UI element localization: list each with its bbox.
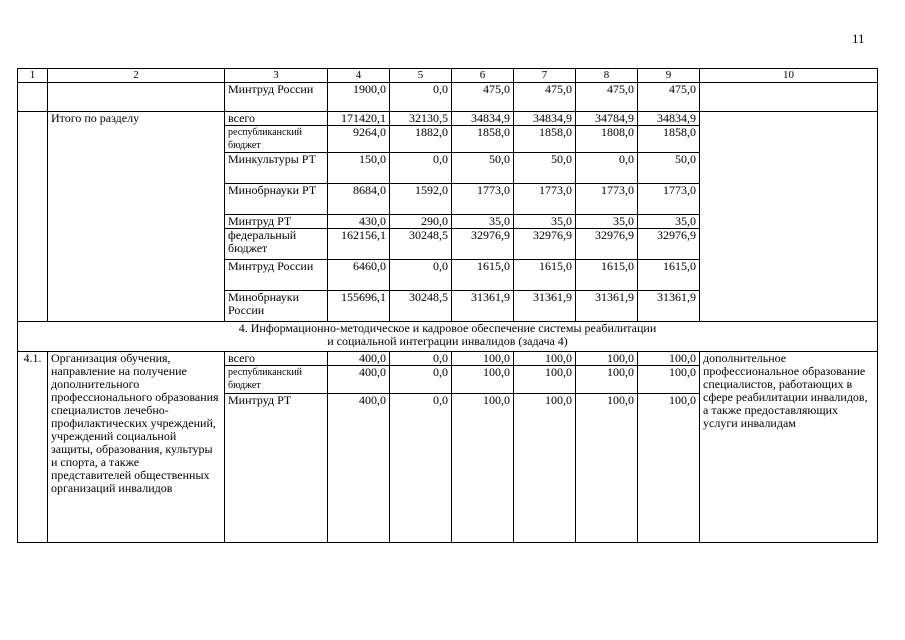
source-cell: республиканский бюджет (225, 366, 328, 394)
value-cell: 100,0 (452, 352, 514, 366)
section-title (18, 322, 878, 352)
value-cell: 32130,5 (390, 112, 452, 126)
empty-cell (18, 112, 48, 322)
column-header: 5 (390, 69, 452, 83)
value-cell: 1615,0 (452, 260, 514, 291)
value-cell: 35,0 (514, 215, 576, 229)
table-row (18, 112, 878, 126)
value-cell: 0,0 (390, 260, 452, 291)
empty-cell (48, 83, 225, 112)
value-cell: 155696,1 (328, 291, 390, 322)
value-cell: 1900,0 (328, 83, 390, 112)
source-cell: Минтруд России (225, 260, 328, 291)
value-cell: 0,0 (390, 153, 452, 184)
value-cell: 31361,9 (638, 291, 700, 322)
value-cell: 35,0 (638, 215, 700, 229)
item-result: дополнительное профессиональное образование специалистов, работающих в сфере реабилитации инвалидов, а также предоставляющих услуги инвалидам (700, 352, 878, 543)
value-cell: 400,0 (328, 366, 390, 394)
empty-cell (18, 83, 48, 112)
value-cell: 400,0 (328, 394, 390, 543)
section-total-label: Итого по разделу (48, 112, 225, 322)
value-cell: 8684,0 (328, 184, 390, 215)
column-header: 1 (18, 69, 48, 83)
source-cell: всего (225, 352, 328, 366)
value-cell: 400,0 (328, 352, 390, 366)
budget-table (17, 68, 878, 543)
value-cell: 50,0 (452, 153, 514, 184)
value-cell: 100,0 (638, 352, 700, 366)
source-cell: Минтруд РТ (225, 394, 328, 543)
value-cell: 9264,0 (328, 126, 390, 153)
value-cell: 100,0 (452, 394, 514, 543)
value-cell: 1858,0 (514, 126, 576, 153)
section-title-row (18, 322, 878, 352)
value-cell: 32976,9 (452, 229, 514, 260)
value-cell: 0,0 (390, 83, 452, 112)
empty-cell (700, 83, 878, 112)
value-cell: 171420,1 (328, 112, 390, 126)
value-cell: 6460,0 (328, 260, 390, 291)
value-cell: 0,0 (390, 352, 452, 366)
section-title-line: и социальной интеграции инвалидов (задача 4) (327, 334, 568, 348)
value-cell: 30248,5 (390, 229, 452, 260)
value-cell: 0,0 (576, 153, 638, 184)
value-cell: 1773,0 (576, 184, 638, 215)
value-cell: 1615,0 (514, 260, 576, 291)
value-cell: 475,0 (452, 83, 514, 112)
value-cell: 1858,0 (638, 126, 700, 153)
table-row (18, 352, 878, 366)
table-row (18, 83, 878, 112)
value-cell: 1882,0 (390, 126, 452, 153)
column-header: 8 (576, 69, 638, 83)
source-cell: республиканский бюджет (225, 126, 328, 153)
value-cell: 100,0 (576, 394, 638, 543)
value-cell: 34834,9 (638, 112, 700, 126)
value-cell: 100,0 (514, 394, 576, 543)
source-cell: Минобрнауки России (225, 291, 328, 322)
column-header: 4 (328, 69, 390, 83)
value-cell: 475,0 (514, 83, 576, 112)
value-cell: 1773,0 (452, 184, 514, 215)
value-cell: 150,0 (328, 153, 390, 184)
value-cell: 1773,0 (514, 184, 576, 215)
value-cell: 430,0 (328, 215, 390, 229)
value-cell: 32976,9 (638, 229, 700, 260)
value-cell: 34834,9 (452, 112, 514, 126)
value-cell: 0,0 (390, 394, 452, 543)
column-header-row (18, 69, 878, 83)
value-cell: 1592,0 (390, 184, 452, 215)
value-cell: 475,0 (576, 83, 638, 112)
column-header: 2 (48, 69, 225, 83)
item-description: Организация обучения, направление на получение дополнительного профессионального образования специалистов лечебно-профилактических учреждений, учреждений социальной защиты, образования, культуры и спорта, а также представителей общественных организаций инвалидов (48, 352, 225, 543)
value-cell: 100,0 (514, 352, 576, 366)
value-cell: 31361,9 (452, 291, 514, 322)
value-cell: 50,0 (638, 153, 700, 184)
value-cell: 31361,9 (514, 291, 576, 322)
empty-cell (700, 112, 878, 322)
value-cell: 162156,1 (328, 229, 390, 260)
source-cell: всего (225, 112, 328, 126)
value-cell: 1808,0 (576, 126, 638, 153)
value-cell: 475,0 (638, 83, 700, 112)
item-number: 4.1. (18, 352, 48, 543)
section-title-line: 4. Информационно-методическое и кадровое обеспечение системы реабилитации (238, 321, 657, 335)
source-cell: Минобрнауки РТ (225, 184, 328, 215)
source-cell: Минтруд России (225, 83, 328, 112)
value-cell: 30248,5 (390, 291, 452, 322)
value-cell: 290,0 (390, 215, 452, 229)
value-cell: 1615,0 (638, 260, 700, 291)
column-header: 9 (638, 69, 700, 83)
value-cell: 100,0 (514, 366, 576, 394)
value-cell: 1858,0 (452, 126, 514, 153)
value-cell: 0,0 (390, 366, 452, 394)
column-header: 3 (225, 69, 328, 83)
value-cell: 100,0 (452, 366, 514, 394)
value-cell: 100,0 (638, 366, 700, 394)
source-cell: федеральный бюджет (225, 229, 328, 260)
column-header: 10 (700, 69, 878, 83)
column-header: 7 (514, 69, 576, 83)
value-cell: 35,0 (576, 215, 638, 229)
value-cell: 34784,9 (576, 112, 638, 126)
value-cell: 34834,9 (514, 112, 576, 126)
page-number: 11 (852, 31, 865, 46)
value-cell: 32976,9 (576, 229, 638, 260)
value-cell: 50,0 (514, 153, 576, 184)
value-cell: 1773,0 (638, 184, 700, 215)
value-cell: 100,0 (576, 352, 638, 366)
value-cell: 100,0 (638, 394, 700, 543)
value-cell: 1615,0 (576, 260, 638, 291)
column-header: 6 (452, 69, 514, 83)
source-cell: Минтруд РТ (225, 215, 328, 229)
value-cell: 31361,9 (576, 291, 638, 322)
source-cell: Минкультуры РТ (225, 153, 328, 184)
value-cell: 100,0 (576, 366, 638, 394)
value-cell: 35,0 (452, 215, 514, 229)
value-cell: 32976,9 (514, 229, 576, 260)
